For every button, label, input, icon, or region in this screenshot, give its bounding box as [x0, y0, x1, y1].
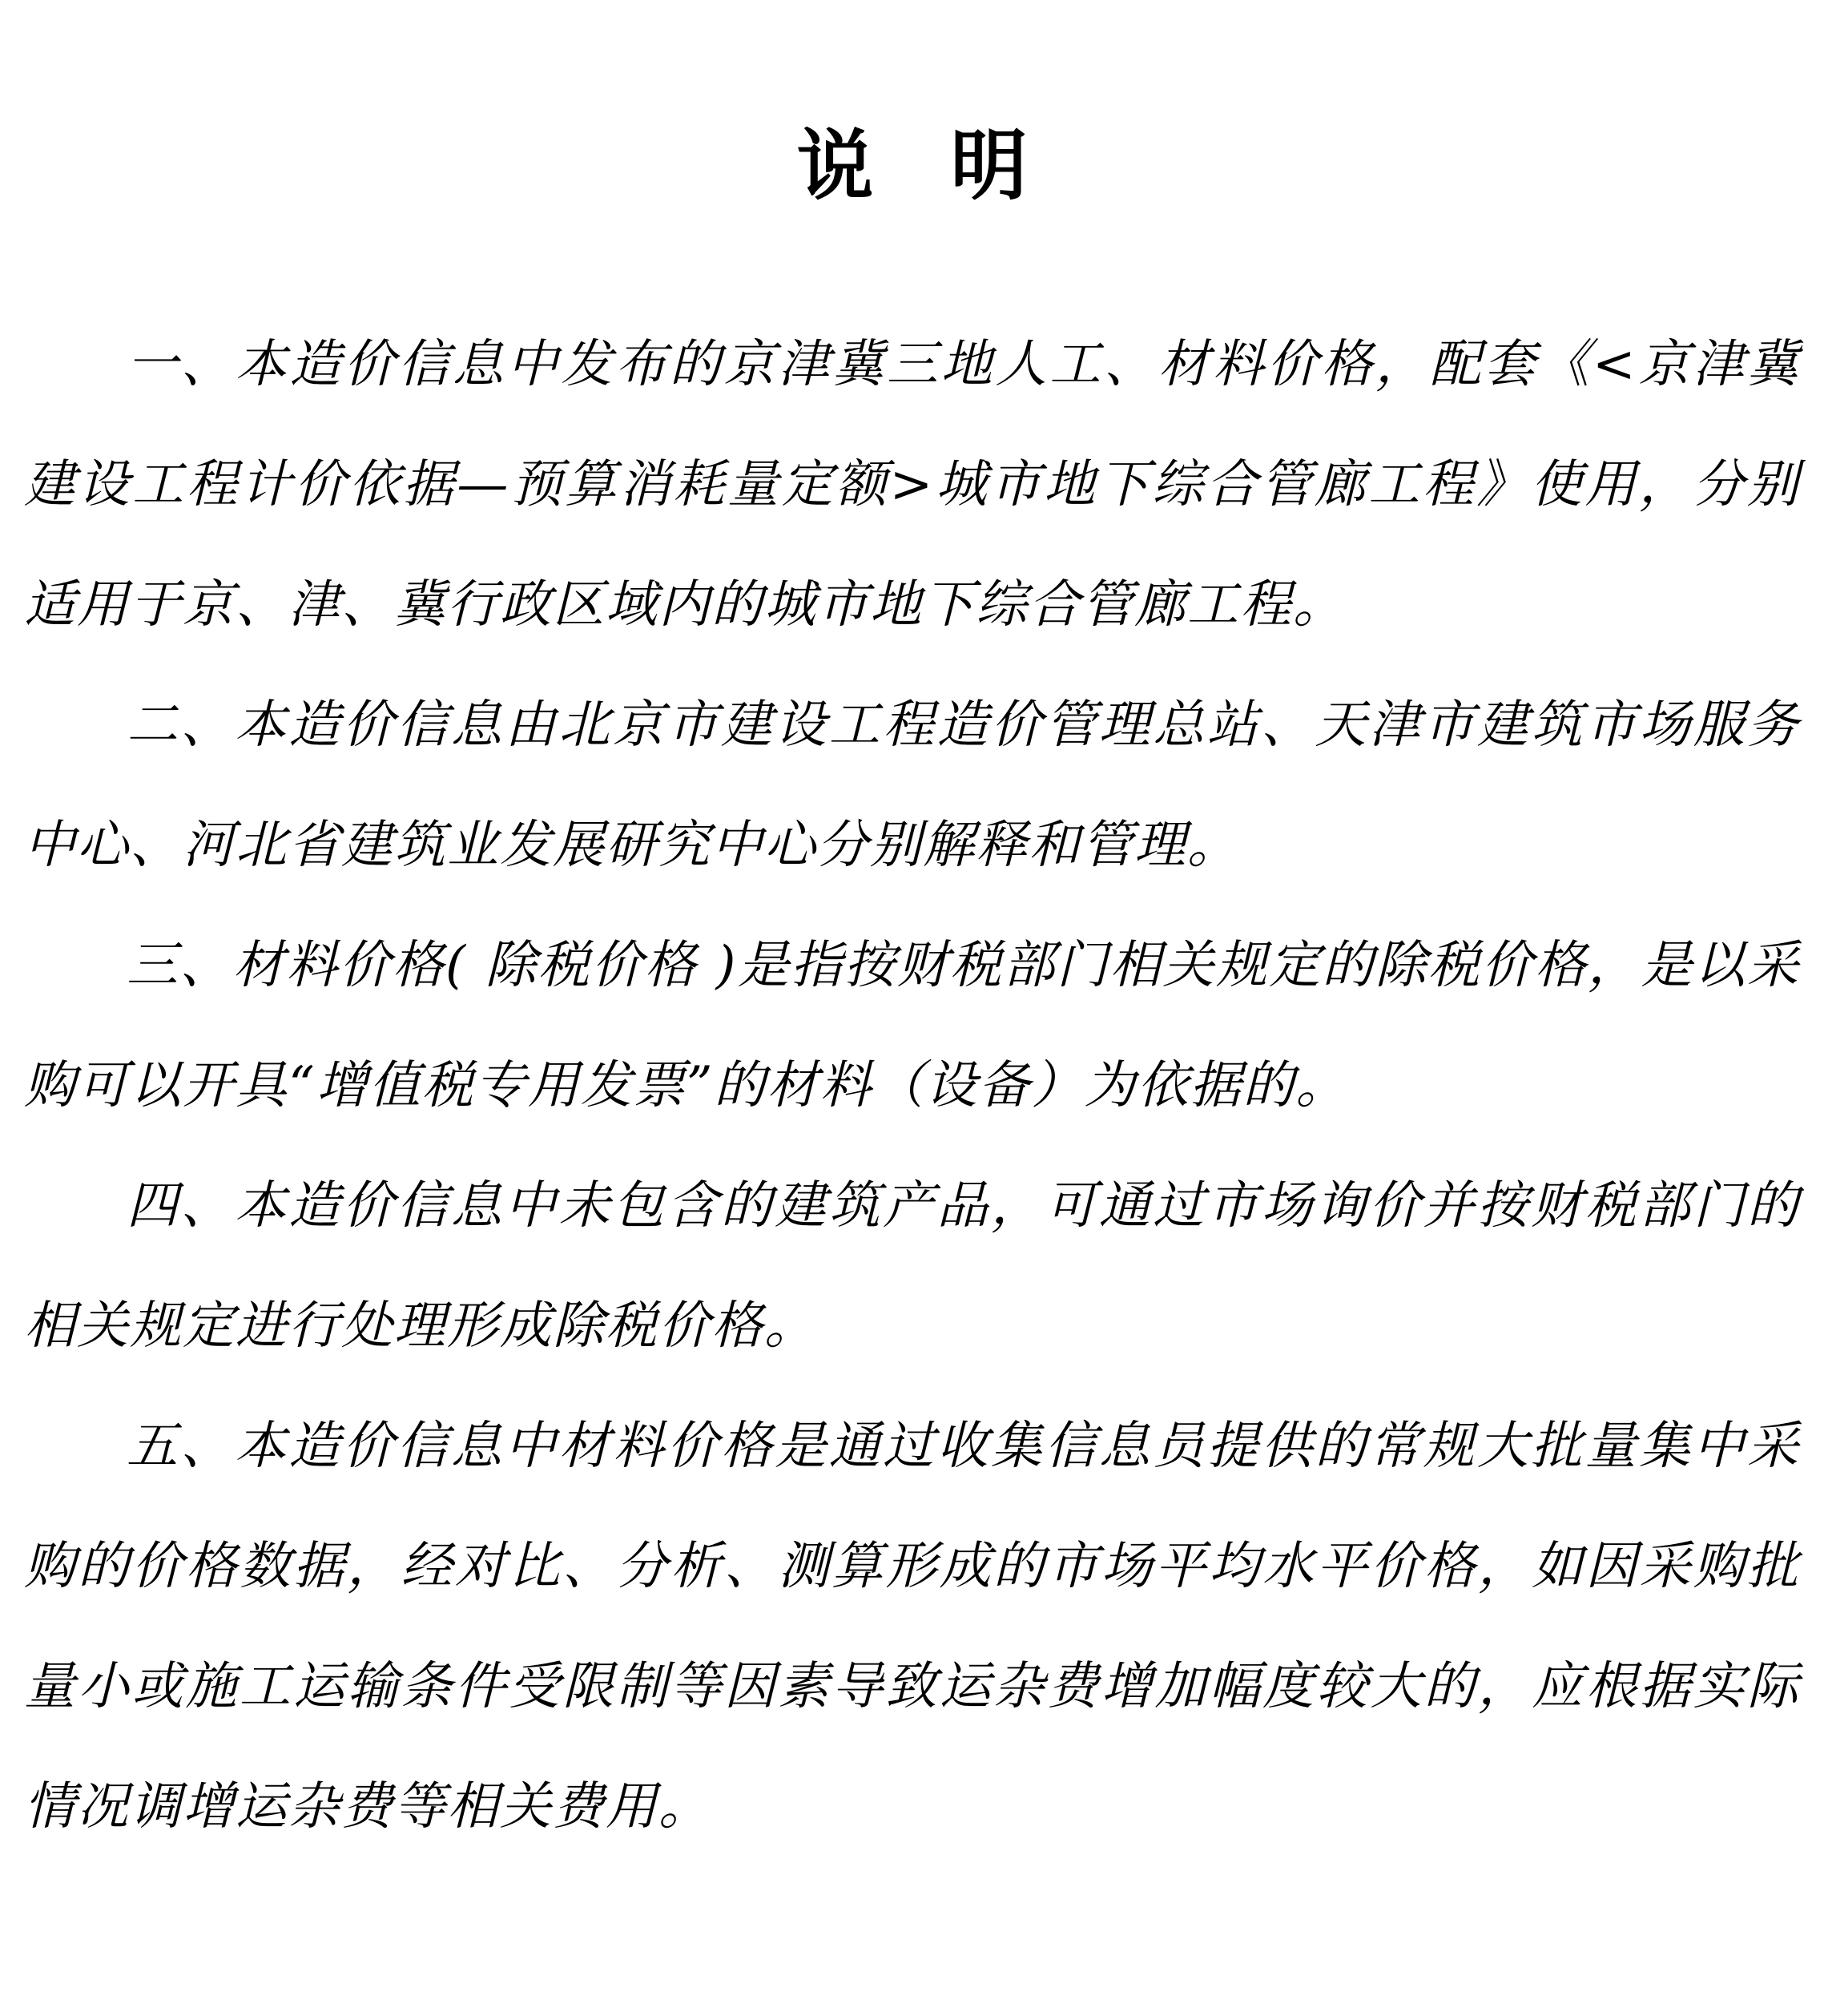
- paragraph-4: 四、本造价信息中未包含的建筑产品，可通过市场询价并按财税部门的相关规定进行处理形成除税价格。: [24, 1176, 1800, 1357]
- page-title: 说 明: [796, 121, 1028, 211]
- paragraph-2: 二、本造价信息由北京市建设工程造价管理总站、天津市建筑市场服务中心、河北省建筑业发展研究中心分别解释和管理。: [24, 696, 1800, 876]
- document-body: [24, 304, 1800, 1867]
- paragraph-5: 五、本造价信息中材料价格是通过收集信息员提供的常规大批量集中采购的价格数据，经对比、分析、测算形成的市场平均水平价格，如因采购批量小或施工运输条件受限制等因素导致运杂费增加幅度较大的，应根据实际情况调增运杂费等相关费用。: [24, 1417, 1800, 1837]
- paragraph-1: 一、本造价信息中发布的京津冀三地人工、材料价格，配套《<京津冀建设工程计价依据—预算消耗量定额>城市地下综合管廊工程》使用，分别适用于京、津、冀行政区域内的城市地下综合管廊工程。: [24, 335, 1800, 635]
- paragraph-3: 三、材料价格( 除税价格 )是指按财税部门相关规定的除税价格，是以采购可以开具“增值税专用发票”的材料（设备）为依据的。: [24, 936, 1800, 1116]
